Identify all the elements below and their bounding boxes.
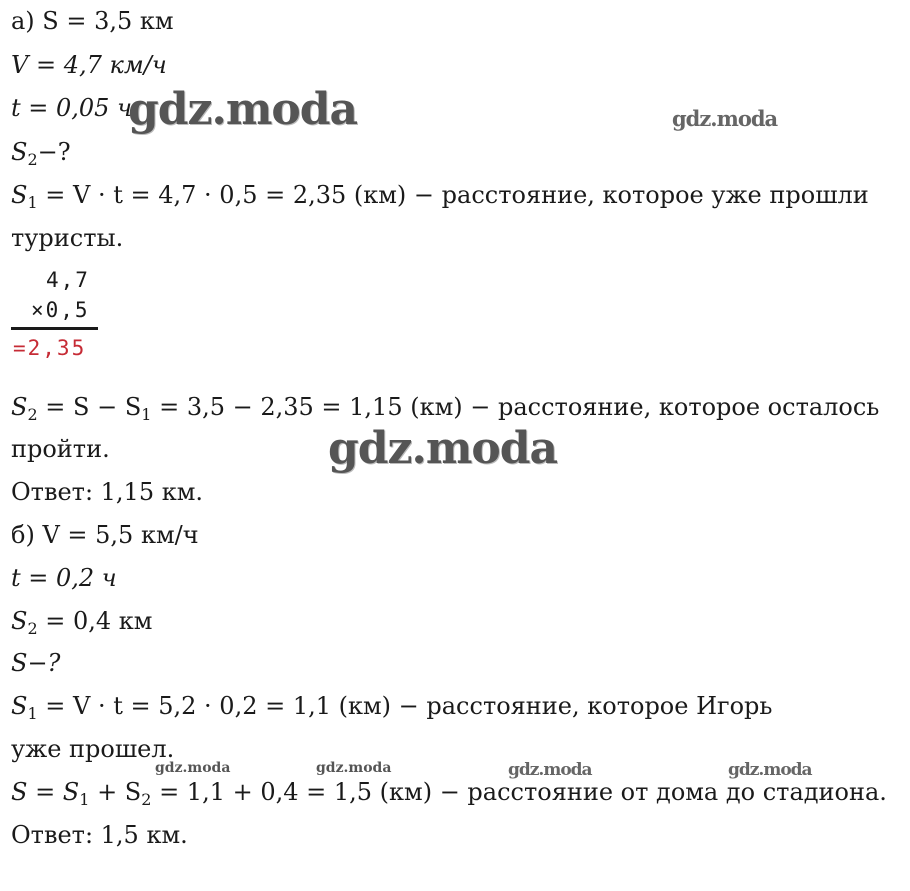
watermark: gdz.moda bbox=[508, 760, 592, 780]
product-result: =2,35 bbox=[13, 336, 87, 360]
divider-line bbox=[11, 327, 98, 330]
text-line: б) V = 5,5 км/ч bbox=[11, 521, 199, 549]
watermark: gdz.moda bbox=[672, 106, 778, 131]
text-line: t = 0,2 ч bbox=[11, 564, 117, 592]
text-line: V = 4,7 км/ч bbox=[11, 51, 167, 79]
watermark: gdz.moda bbox=[728, 760, 812, 780]
answer-line: Ответ: 1,5 км. bbox=[11, 821, 188, 849]
text-line: а) S = 3,5 км bbox=[11, 7, 174, 35]
text-line: $S_1 = V \cdot t = 4,7 \cdot 0,5 = 2,35$ (км) − расстояние, которое уже прошли bbox=[11, 181, 869, 212]
watermark: gdz.moda bbox=[128, 84, 358, 135]
text-line: t = 0,05 ч bbox=[11, 94, 133, 122]
watermark: gdz.moda bbox=[328, 423, 558, 474]
text-line: S−? bbox=[11, 649, 61, 677]
watermark: gdz.moda bbox=[155, 760, 231, 776]
text-line: $S_2-$? bbox=[11, 138, 71, 169]
multiplier: ×0,5 bbox=[31, 298, 90, 322]
text-line: $S = S_1 + S_2 = 1,1 + 0,4 = 1,5$ (км) − расстояние от дома до стадиона. bbox=[11, 778, 887, 809]
multiplicand: 4,7 bbox=[46, 268, 90, 292]
watermark: gdz.moda bbox=[316, 760, 392, 776]
answer-line: Ответ: 1,15 км. bbox=[11, 478, 204, 506]
text-line: $S_2 = 0,4$ км bbox=[11, 607, 153, 638]
text-line: туристы. bbox=[11, 224, 124, 252]
text-line: уже прошел. bbox=[11, 735, 175, 763]
text-line: $S_2 = S - S_1 = 3,5 - 2,35 = 1,15$ (км) − расстояние, которое осталось bbox=[11, 393, 880, 424]
text-line: $S_1 = V \cdot t = 5,2 \cdot 0,2 = 1,1$ (км) − расстояние, которое Игорь bbox=[11, 692, 773, 723]
text-line: пройти. bbox=[11, 435, 110, 463]
